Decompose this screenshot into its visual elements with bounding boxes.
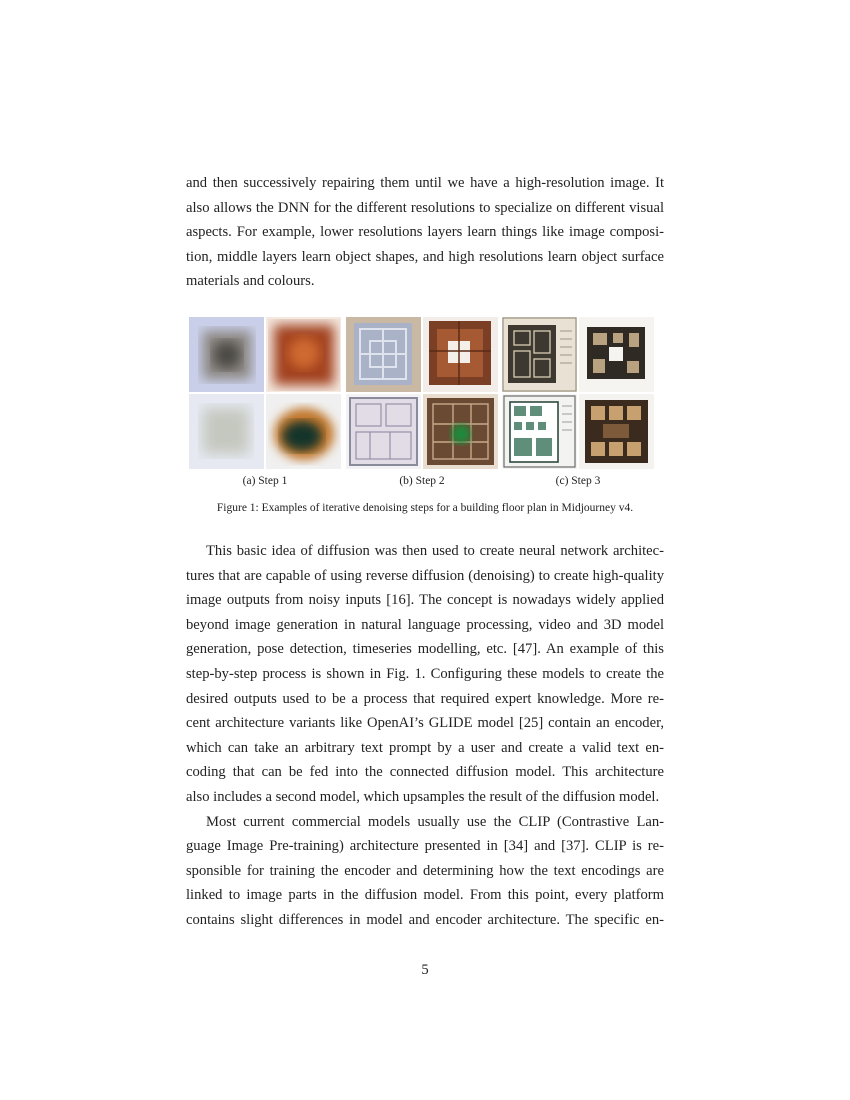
text-line: desired outputs used to be a process that required expert knowledge. More re- [186,690,664,707]
figure-image [579,317,654,392]
figure-image [579,394,654,469]
text-line: cent architecture variants like OpenAI’s GLIDE model [25] contain an encoder, [186,715,664,732]
subcaption-step-2: (b) Step 2 [399,475,445,487]
text-line: also allows the DNN for the different resolutions to specialize on different visual [186,199,664,216]
paragraph-body [186,539,664,933]
figure-image [423,394,498,469]
subcaption-step-1: (a) Step 1 [242,475,288,487]
figure-image [189,317,264,392]
text-line: materials and colours. [186,273,315,290]
text-line: generation, pose detection, timeseries modelling, etc. [47]. An example of this [186,641,664,658]
page-number: 5 [421,962,429,978]
paragraph-intro [186,171,664,294]
figure-image [189,394,264,469]
figure-image [266,394,341,469]
figure-image [423,317,498,392]
figure-panel-step-2 [346,317,498,469]
text-line: tures that are capable of using reverse diffusion (denoising) to create high-quality [186,567,664,584]
figure-image [346,394,421,469]
text-line: step-by-step process is shown in Fig. 1. Configuring these models to create the [186,665,664,682]
text-line: aspects. For example, lower resolutions layers learn things like image composi- [186,224,664,241]
figure-image [266,317,341,392]
text-line: linked to image parts in the diffusion model. From this point, every platform [186,887,664,904]
subcaption-step-3: (c) Step 3 [555,475,601,487]
text-line: coding that can be fed into the connected diffusion model. This architecture [186,764,664,781]
figure-panel-step-1 [189,317,341,469]
text-line: sponsible for training the encoder and determining how the text encodings are [186,862,664,879]
figure-image [346,317,421,392]
text-line: and then successively repairing them until we have a high-resolution image. It [186,175,664,191]
figure-panel-step-3 [502,317,654,469]
text-line: Most current commercial models usually use the CLIP (Contrastive Lan- [206,813,664,830]
text-line: which can take an arbitrary text prompt by a user and create a valid text en- [186,739,664,756]
text-line: guage Image Pre-training) architecture presented in [34] and [37]. CLIP is re- [186,838,664,855]
text-line: This basic idea of diffusion was then used to create neural network architec- [206,543,664,559]
text-line: contains slight differences in model and encoder architecture. The specific en- [186,911,664,928]
text-line: also includes a second model, which upsamples the result of the diffusion model. [186,788,660,805]
figure-image [502,394,577,469]
figure-caption: Figure 1: Examples of iterative denoising steps for a building floor plan in Midjourney v4. [216,502,634,514]
text-line: tion, middle layers learn object shapes, and high resolutions learn object surface [186,248,664,265]
text-line: image outputs from noisy inputs [16]. The concept is nowadays widely applied [186,592,664,609]
figure-image [502,317,577,392]
text-line: beyond image generation in natural language processing, video and 3D model [186,616,664,633]
